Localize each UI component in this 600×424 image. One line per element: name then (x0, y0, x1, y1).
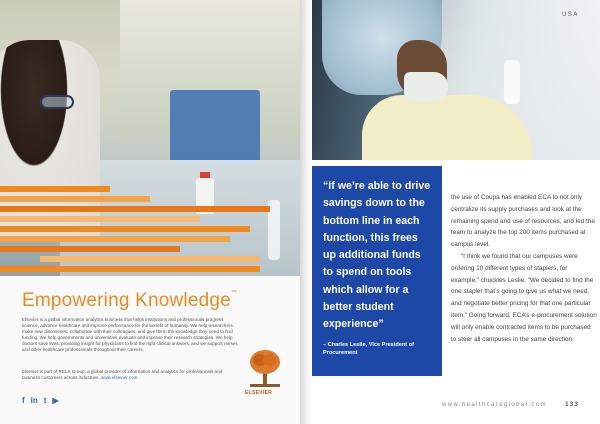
elsevier-logo-text: ELSEVIER (245, 390, 273, 396)
page-number: 133 (565, 401, 579, 408)
scientist-photo (312, 0, 600, 160)
article-body (451, 192, 597, 345)
elsevier-link[interactable]: www.elsevier.com (100, 375, 138, 381)
page-gutter (300, 0, 312, 424)
ad-body-text: Elsevier is a global information analytics business that helps institutions and professionals progress science, advance healthcare and improve performance for the benefit of humanity. We help researchers make new discoveries, collaborate with their colleagues, and give them the knowledge they need to find funding. We help governments and universities evaluate and improve their research strategies. We help doctors save lives, providing insight for physicians to find the right clinical answers, and we support nurses and other healthcare professionals throughout their careers. (22, 317, 238, 353)
ad-headline: Empowering Knowledge™ (22, 290, 238, 311)
youtube-icon[interactable]: ▶ (52, 396, 59, 405)
social-icons (22, 396, 59, 405)
facebook-icon[interactable]: f (22, 396, 25, 405)
linkedin-icon[interactable]: in (30, 396, 38, 405)
paragraph: the use of Coupa has enabled ECA to not only centralize its supply purchases and look at the remaining spend and use of resources, and led the team to analyze the top 200 items purchased at campus level. (451, 194, 595, 249)
paragraph: “I think we found that our campuses were ordering 10 different types of staplers, for example,” chuckles Leslie. “We decided to find the one stapler that’s going to give us what we need, and negotiate better pricing for that one particular item.” Going forward, ECA’s e-procurement solution will only enable contracted items to be purchased to steer all campuses in the same direction. (451, 252, 597, 343)
quote-attribution: – Charles Leslie, Vice President of Procurement (323, 342, 414, 356)
pull-quote: “If we’re able to drive savings down to the bottom line in each function, this frees up additional funds to spend on tools which allow for a better student experience” (323, 180, 431, 331)
pull-quote-box (312, 166, 442, 376)
ad-body-text-2: Elsevier is part of RELX Group, a global provider of information and analytics for professionals and business customers across industries. www.elsevier.com (22, 369, 223, 381)
footer-url: www.healthcareglobal.com (442, 402, 547, 408)
twitter-icon[interactable]: t (43, 396, 47, 405)
country-label: USA (562, 12, 579, 18)
orange-stripes-graphic (0, 186, 300, 276)
elsevier-tree-logo (248, 348, 282, 388)
article-page (312, 0, 600, 424)
